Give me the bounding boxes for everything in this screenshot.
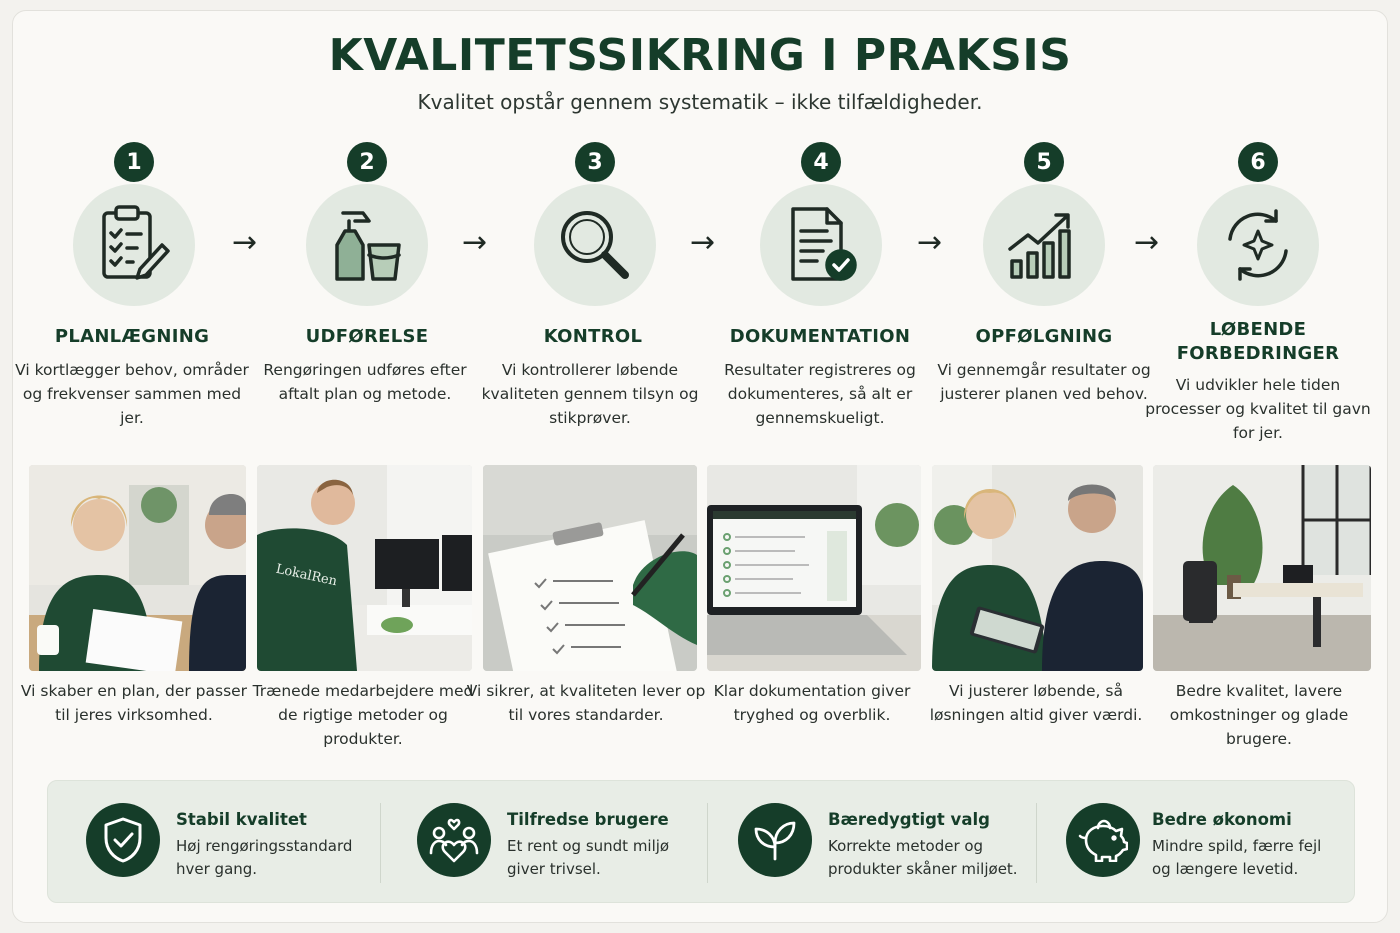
caption-execution: Trænede medarbejdere med de rigtige metoder og produkter. (252, 682, 474, 748)
arrow-right-icon: → (690, 225, 716, 260)
step-number: 4 (801, 142, 841, 182)
step-number: 5 (1024, 142, 1064, 182)
step-title: LØBENDE FORBEDRINGER (1176, 319, 1340, 364)
step-title: OPFØLGNING (975, 326, 1113, 347)
step-title: KONTROL (543, 326, 643, 347)
spray-bottle-bucket-icon (306, 184, 428, 306)
divider (707, 803, 708, 883)
page-subtitle: Kvalitet opstår gennem systematik – ikke tilfældigheder. (417, 90, 983, 114)
benefit-stabil-kvalitet (86, 781, 376, 904)
document-check-icon (760, 184, 882, 306)
caption-documentation: Klar dokumentation giver tryghed og overblik. (713, 682, 911, 724)
step-description: Resultater registreres og dokumenteres, så alt er gennemskueligt. (724, 361, 916, 427)
shield-check-icon (86, 803, 160, 877)
step-number: 6 (1238, 142, 1278, 182)
benefit-description: Mindre spild, færre fejl og længere levetid. (1152, 837, 1322, 878)
arrow-right-icon: → (1134, 225, 1160, 260)
step-description: Vi kontrollerer løbende kvaliteten gennem tilsyn og stikprøver. (481, 361, 699, 427)
caption-followup: Vi justerer løbende, så løsningen altid giver værdi. (929, 682, 1143, 724)
step-description: Vi kortlægger behov, områder og frekvenser sammen med jer. (15, 361, 249, 427)
step-number: 1 (114, 142, 154, 182)
benefit-description: Korrekte metoder og produkter skåner miljøet. (828, 837, 1018, 878)
step-title: DOKUMENTATION (729, 326, 911, 347)
step-description: Rengøringen udføres efter aftalt plan og metode. (263, 361, 467, 403)
clipboard-checklist-icon (73, 184, 195, 306)
caption-planning: Vi skaber en plan, der passer til jeres virksomhed. (20, 682, 248, 724)
benefit-title: Tilfredse brugere (507, 810, 669, 829)
piggy-bank-icon (1066, 803, 1140, 877)
benefit-bedre-oekonomi (1066, 781, 1346, 904)
caption-control: Vi sikrer, at kvaliteten lever op til vores standarder. (466, 682, 706, 724)
people-hearts-icon (417, 803, 491, 877)
photo-followup-meeting (932, 465, 1143, 671)
growth-chart-icon (983, 184, 1105, 306)
step-description: Vi udvikler hele tiden processer og kvalitet til gavn for jer. (1145, 376, 1371, 442)
photo-cleaning-staff (257, 465, 472, 671)
step-number: 3 (575, 142, 615, 182)
arrow-right-icon: → (462, 225, 488, 260)
caption-improvements: Bedre kvalitet, lavere omkostninger og glade brugere. (1169, 682, 1349, 748)
benefit-baeredygtigt-valg (738, 781, 1028, 904)
step-title: PLANLÆGNING (54, 326, 210, 347)
benefits-panel (47, 780, 1355, 903)
arrow-right-icon: → (232, 225, 258, 260)
divider (1036, 803, 1037, 883)
photo-clipboard-inspection (483, 465, 697, 671)
benefit-title: Stabil kvalitet (176, 810, 307, 829)
step-description: Vi gennemgår resultater og justerer planen ved behov. (937, 361, 1151, 403)
arrow-right-icon: → (917, 225, 943, 260)
benefit-title: Bæredygtigt valg (828, 810, 990, 829)
divider (380, 803, 381, 883)
step-title: UDFØRELSE (305, 326, 429, 347)
benefit-description: Et rent og sundt miljø giver trivsel. (507, 837, 670, 878)
benefit-tilfredse-brugere (417, 781, 707, 904)
leaf-icon (738, 803, 812, 877)
lokalren-logo-text: LokalRen (274, 561, 339, 590)
magnifier-icon (534, 184, 656, 306)
photo-improved-office (1153, 465, 1371, 671)
page-title: KVALITETSSIKRING I PRAKSIS (328, 30, 1072, 81)
benefit-description: Høj rengøringsstandard hver gang. (176, 837, 353, 878)
benefit-title: Bedre økonomi (1152, 810, 1292, 829)
photo-laptop-documentation (707, 465, 921, 671)
photo-planning-meeting (29, 465, 246, 671)
step-number: 2 (347, 142, 387, 182)
cycle-sparkle-icon (1197, 184, 1319, 306)
